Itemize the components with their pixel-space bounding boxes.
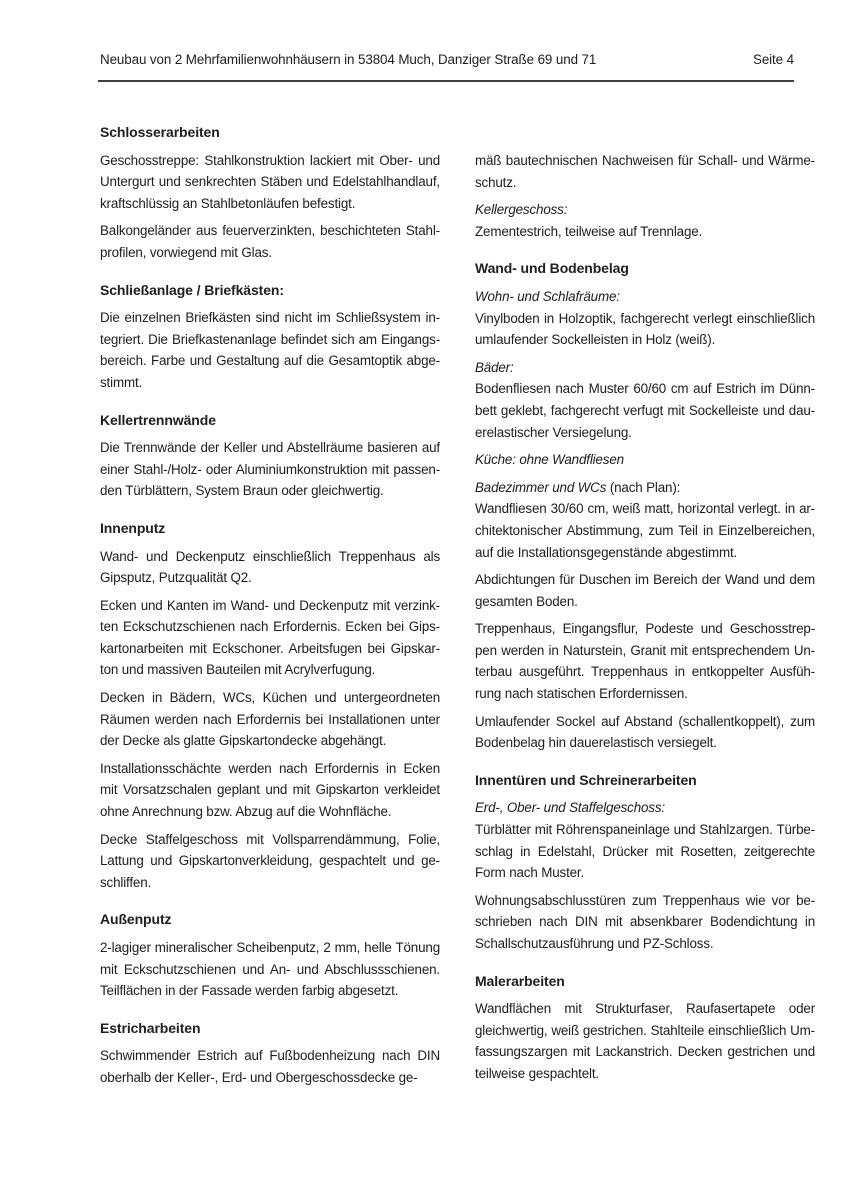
text-line: Schallschutzausführung und PZ-Schloss. (475, 936, 714, 951)
text-line: einer Stahl-/Holz- oder Aluminiumkonstruktion mit passen- (100, 461, 440, 477)
text-line: schlag in Edelstahl, Drücker mit Rosetten, zeitgerechte (475, 843, 815, 859)
paragraph (100, 150, 440, 215)
text-line: Vinylboden in Holzoptik, fachgerecht verlegt einschließlich (475, 310, 815, 326)
column-right (475, 122, 815, 1091)
paragraph (100, 307, 440, 393)
paragraph-label (475, 477, 815, 499)
text-line: Decke Staffelgeschoss mit Vollsparrendämmung, Folie, (100, 831, 440, 847)
text-line: Räumen werden nach Erfordernis bei Installationen unter (100, 711, 440, 727)
paragraph-label-italic: Kellergeschoss: (475, 202, 568, 218)
header-row (98, 51, 794, 69)
paragraph (475, 569, 815, 612)
paragraph (475, 449, 815, 471)
text-line: rung nach statischen Erfordernissen. (475, 686, 688, 702)
section-heading: Malerarbeiten (475, 972, 565, 989)
text-line: Abdichtungen für Duschen im Bereich der Wand und dem (475, 572, 815, 588)
text-line: den Türblättern, System Braun oder gleichwertig. (100, 483, 384, 499)
paragraph (100, 595, 440, 681)
text-line: tegriert. Die Briefkastenanlage befindet sich am Eingangs- (100, 331, 440, 347)
text-line: Balkongeländer aus feuerverzinkten, beschichteten Stahl- (100, 223, 440, 239)
paragraph-label-italic: Erd-, Ober- und Staffelgeschoss: (475, 800, 665, 816)
paragraph-label-italic: Küche: ohne Wandfliesen (475, 452, 624, 468)
paragraph-label (475, 449, 815, 471)
text-line: Bodenbelag hin dauerelastisch versiegelt. (475, 735, 717, 751)
text-line: Decken in Bädern, WCs, Küchen und untergeordneten (100, 690, 440, 706)
text-line: chitektonischer Abstimmung, zum Teil in Einzelbereichen, (475, 522, 815, 538)
paragraph-label-italic: Badezimmer und WCs (475, 479, 607, 495)
text-line: mäß bautechnischen Nachweisen für Schall- und Wärme- (475, 153, 815, 168)
text-line: Bodenfliesen nach Muster 60/60 cm auf Estrich im Dünn- (475, 381, 815, 397)
text-line: Wohnungsabschlusstüren zum Treppenhaus wie vor be- (475, 892, 815, 908)
text-line: ohne Anrechnung bzw. Abzug auf die Wohnfläche. (100, 804, 392, 820)
section-heading: Schlosserarbeiten (100, 124, 220, 140)
section-heading: Kellertrennwände (100, 411, 216, 428)
paragraph-label (475, 357, 815, 379)
section-heading: Wand- und Bodenbelag (475, 260, 629, 277)
text-line: schutz. (475, 174, 517, 190)
text-line: Umlaufender Sockel auf Abstand (schallentkoppelt), zum (475, 713, 815, 729)
text-line: kartonarbeiten mit Eckschoner. Arbeitsfugen bei Gipskar- (100, 640, 440, 656)
header-rule (98, 80, 794, 82)
paragraph (475, 998, 815, 1084)
text-line: Die einzelnen Briefkästen sind nicht im Schließsystem in- (100, 310, 440, 326)
text-line: Schwimmender Estrich auf Fußbodenheizung nach DIN (100, 1048, 440, 1064)
text-line: ton und massiven Bauteilen mit Acrylverfugung. (100, 662, 376, 678)
text-line: gesamten Boden. (475, 593, 578, 609)
text-line: bett geklebt, fachgerecht verfugt mit Sockelleiste und dau- (475, 402, 815, 418)
paragraph (100, 220, 440, 263)
paragraph (100, 437, 440, 502)
paragraph-label (475, 286, 815, 308)
text-line: oberhalb der Keller-, Erd- und Obergeschossdecke ge- (100, 1069, 418, 1085)
section-heading: Estricharbeiten (100, 1019, 201, 1036)
text-line: umlaufender Sockelleisten in Holz (weiß). (475, 332, 716, 348)
text-line: mit Vorsatzschalen geplant und mit Gipskarton verkleidet (100, 782, 440, 798)
text-line: schliffen. (100, 874, 152, 890)
text-line: bereich. Farbe und Gestaltung auf die Gesamtoptik abge- (100, 353, 440, 369)
paragraph-label (475, 797, 815, 819)
text-line: Installationsschächte werden nach Erfordernis in Ecken (100, 760, 440, 776)
page-number: Seite 4 (753, 52, 794, 67)
paragraph-label (475, 199, 815, 221)
paragraph (100, 758, 440, 823)
section-heading: Innentüren und Schreinerarbeiten (475, 771, 697, 788)
section-heading: Innenputz (100, 519, 166, 536)
text-line: mit Eckschutzschienen und An- und Abschlussschienen. (100, 961, 440, 977)
text-line: Zementestrich, teilweise auf Trennlage. (475, 223, 703, 239)
text-line: fassungszargen mit Lackanstrich. Decken gestrichen und (475, 1044, 815, 1060)
text-line: Wandflächen mit Strukturfaser, Raufasertapete oder (475, 1001, 815, 1017)
text-line: kraftschlüssig an Stahlbetonläufen befestigt. (100, 195, 356, 211)
document-body (100, 122, 815, 1095)
paragraph (100, 829, 440, 894)
text-line: auf die Installationsgegenstände abgestimmt. (475, 544, 738, 560)
document-title: Neubau von 2 Mehrfamilienwohnhäusern in 53804 Much, Danziger Straße 69 und 71 (100, 52, 597, 67)
text-line: teilweise gespachtelt. (475, 1065, 599, 1081)
paragraph-label-regular: (nach Plan): (606, 479, 681, 495)
text-line: Wand- und Deckenputz einschließlich Treppenhaus als (100, 548, 440, 564)
text-line: Geschosstreppe: Stahlkonstruktion lackiert mit Ober- und (100, 152, 440, 168)
paragraph (100, 546, 440, 589)
text-line: Teilflächen in der Fassade werden farbig abgesetzt. (100, 983, 399, 999)
page-header (98, 51, 794, 82)
text-line: ten Eckschutzschienen nach Erfordernis. Ecken bei Gips- (100, 619, 440, 635)
paragraph (475, 618, 815, 704)
text-line: Türblätter mit Röhrenspaneinlage und Stahlzargen. Türbe- (475, 822, 815, 838)
text-line: Treppenhaus, Eingangsflur, Podeste und Geschosstrep- (475, 621, 815, 637)
text-line: Form nach Muster. (475, 865, 585, 881)
text-line: Wandfliesen 30/60 cm, weiß matt, horizontal verlegt. in ar- (475, 501, 815, 517)
paragraph (100, 687, 440, 752)
text-line: 2-lagiger mineralischer Scheibenputz, 2 mm, helle Tönung (100, 940, 440, 955)
paragraph (475, 150, 815, 193)
paragraph (100, 937, 440, 1002)
text-line: Untergurt und senkrechten Stäben und Edelstahlhandlauf, (100, 174, 440, 190)
text-line: profilen, vorwiegend mit Glas. (100, 244, 272, 260)
text-line: terbau ausgeführt. Treppenhaus in entkoppelter Ausfüh- (475, 664, 815, 680)
text-line: erelastischer Versiegelung. (475, 424, 632, 440)
paragraph (475, 711, 815, 754)
paragraph-label-italic: Bäder: (475, 359, 514, 375)
text-line: Gipsputz, Putzqualität Q2. (100, 570, 252, 586)
text-line: Ecken und Kanten im Wand- und Deckenputz mit verzink- (100, 597, 440, 613)
paragraph (475, 890, 815, 955)
text-line: schrieben nach DIN mit absenkbarer Bodendichtung in (475, 914, 815, 930)
text-line: Die Trennwände der Keller und Abstellräume basieren auf (100, 440, 440, 456)
column-left (100, 122, 440, 1095)
text-line: stimmt. (100, 374, 143, 390)
section-heading: Schließanlage / Briefkästen: (100, 281, 284, 298)
paragraph (475, 199, 815, 242)
text-line: der Decke als glatte Gipskartondecke abgehängt. (100, 733, 387, 749)
paragraph (475, 286, 815, 351)
section-heading: Außenputz (100, 911, 172, 928)
paragraph-label-italic: Wohn- und Schlafräume: (475, 288, 620, 304)
text-line: gleichwertig, weiß gestrichen. Stahlteile einschließlich Um- (475, 1022, 815, 1038)
paragraph (475, 797, 815, 883)
paragraph (475, 477, 815, 563)
paragraph (100, 1045, 440, 1088)
text-line: pen werden in Naturstein, Granit mit entsprechendem Un- (475, 642, 815, 658)
text-line: Lattung und Gipskartonverkleidung, gespachtelt und ge- (100, 853, 440, 869)
paragraph (475, 357, 815, 443)
